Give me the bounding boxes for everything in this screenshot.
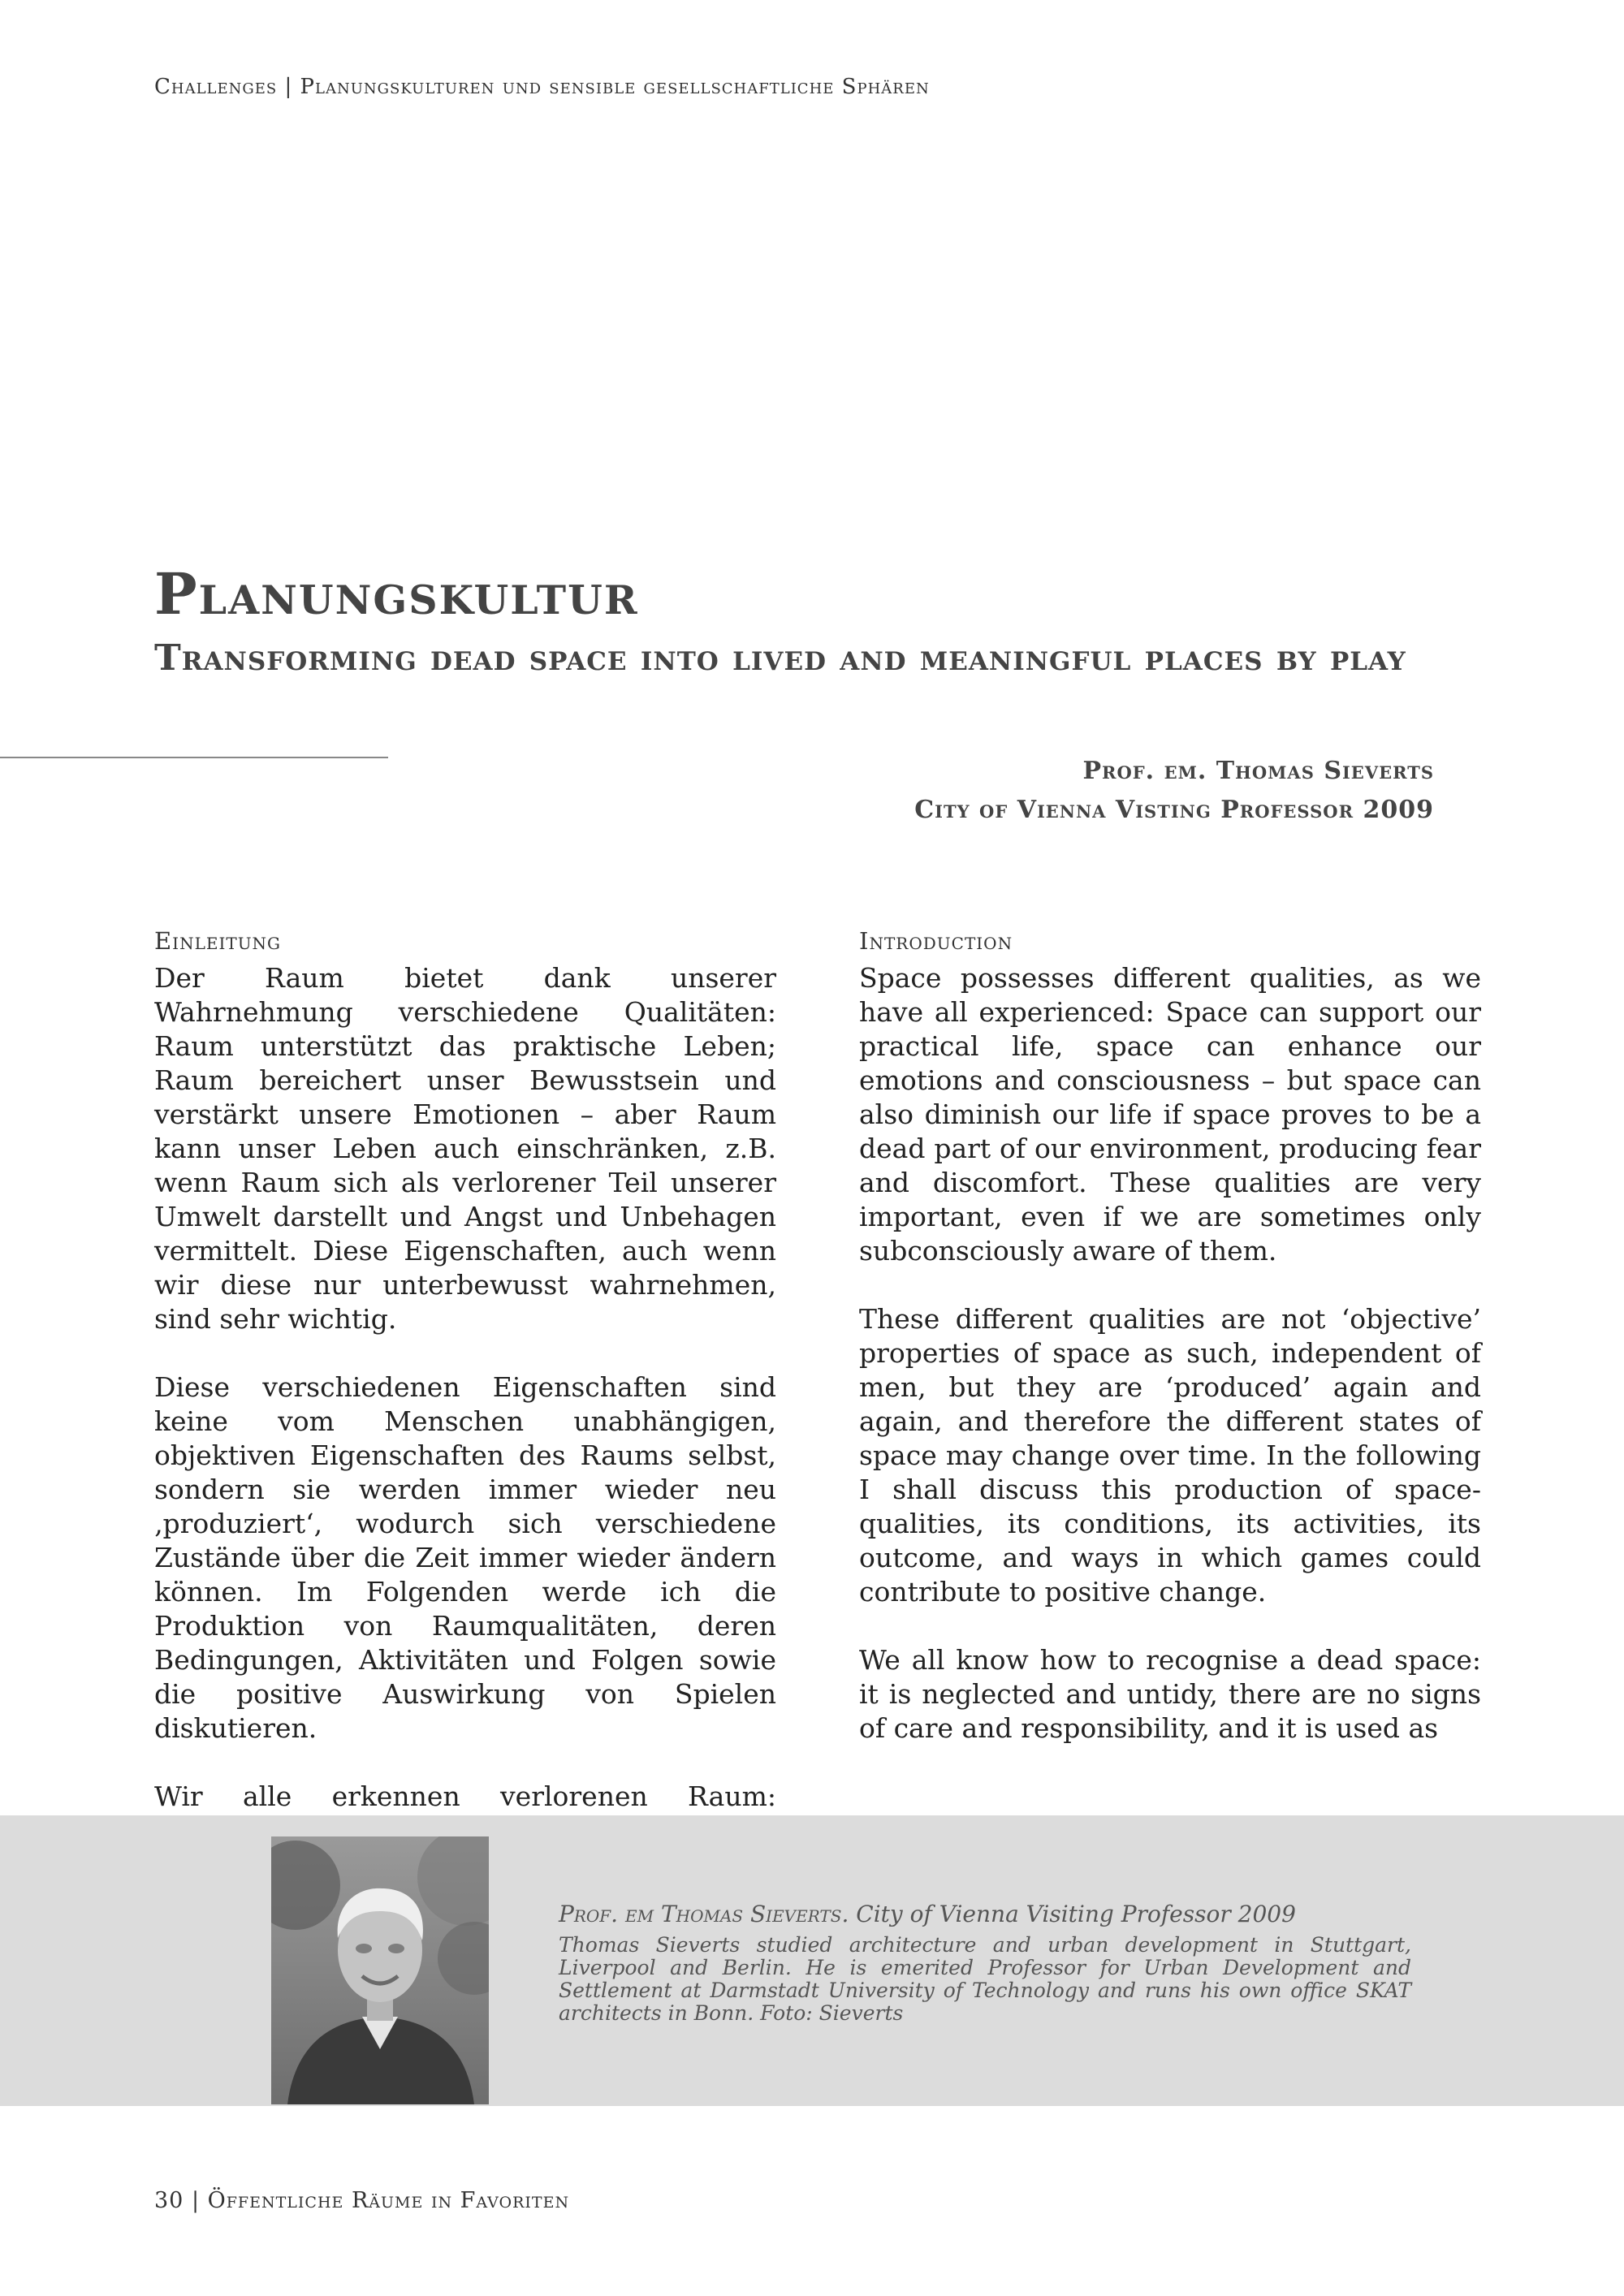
author-photo — [271, 1836, 489, 2104]
title-divider — [0, 757, 388, 758]
german-column — [154, 926, 776, 1916]
page-footer: 30 | Öffentliche Räume in Favoriten — [154, 2188, 570, 2213]
english-paragraph: These different qualities are not ‘objective’ properties of space as such, independent of men, but they are ‘produced’ again and again, and therefore the different states of space may change over time. In the following I shall discuss this production of space-qualities, its conditions, its activities, its outcome, and ways in which games could contribute to positive change. — [859, 1303, 1481, 1608]
german-paragraph: Der Raum bietet dank unserer Wahrnehmung verschiedene Qualitäten: Raum unterstützt das praktische Leben; Raum bereichert unser Bewusstsein und verstärkt unsere Emotionen – aber Raum kann unser Leben auch einschränken, z.B. wenn Raum sich als verlorener Teil unserer Umwelt darstellt und Angst und Unbehagen vermittelt. Diese Eigenschaften, auch wenn wir diese nur unterbewusst wahrnehmen, sind sehr wichtig. — [154, 962, 776, 1335]
german-section-heading: Einleitung — [154, 927, 282, 955]
german-paragraph: Diese verschiedenen Eigenschaften sind keine vom Menschen unabhängigen, objektiven Eigenschaften des Raums selbst, sondern sie werden immer wieder neu ‚produziert‘, wodurch sich verschiedene Zustände über die Zeit immer wieder ändern können. Im Folgenden werde ich die Produktion von Raumqualitäten, deren Bedingungen, Aktivitäten und Folgen sowie die positive Auswirkung von Spielen diskutieren. — [154, 1371, 776, 1744]
article-subtitle: Transforming dead space into lived and meaningful places by play — [154, 637, 1406, 679]
bio-title — [559, 1903, 1411, 1926]
author-block — [914, 752, 1434, 830]
english-column — [859, 926, 1481, 1780]
english-section-heading: Introduction — [859, 927, 1013, 955]
german-paragraph: Wir alle erkennen verlorenen Raum: — [154, 1780, 776, 1812]
author-affiliation: City of Vienna Visting Professor 2009 — [914, 796, 1434, 824]
portrait-image — [271, 1836, 489, 2104]
english-paragraph: We all know how to recognise a dead space: it is neglected and untidy, there are no signs of care and responsibility, and it is used as — [859, 1644, 1481, 1744]
author-name: Prof. em. Thomas Sieverts — [1082, 757, 1434, 785]
bio-role: City of Vienna Visiting Professor 2009 — [849, 1901, 1296, 1927]
bio-text: Thomas Sieverts studied architecture and urban development in Stuttgart, Liverpool and Berlin. He is emerited Professor for Urban Development and Settlement at Darmstadt University of Technology and runs his own office SKAT architects in Bonn. Foto: Sieverts — [559, 1933, 1411, 2025]
author-bio — [559, 1903, 1411, 2025]
english-paragraph: Space possesses different qualities, as we have all experienced: Space can support our practical life, space can enhance our emotions and consciousness – but space can also diminish our life if space proves to be a dead part of our environment, producing fear and discomfort. These qualities are very important, even if we are sometimes only subconsciously aware of them. — [859, 962, 1481, 1267]
article-title: Planungskultur — [154, 560, 639, 628]
bio-name: Prof. em Thomas Sieverts. — [559, 1901, 849, 1927]
running-header: Challenges | Planungskulturen und sensible gesellschaftliche Sphären — [154, 75, 930, 99]
